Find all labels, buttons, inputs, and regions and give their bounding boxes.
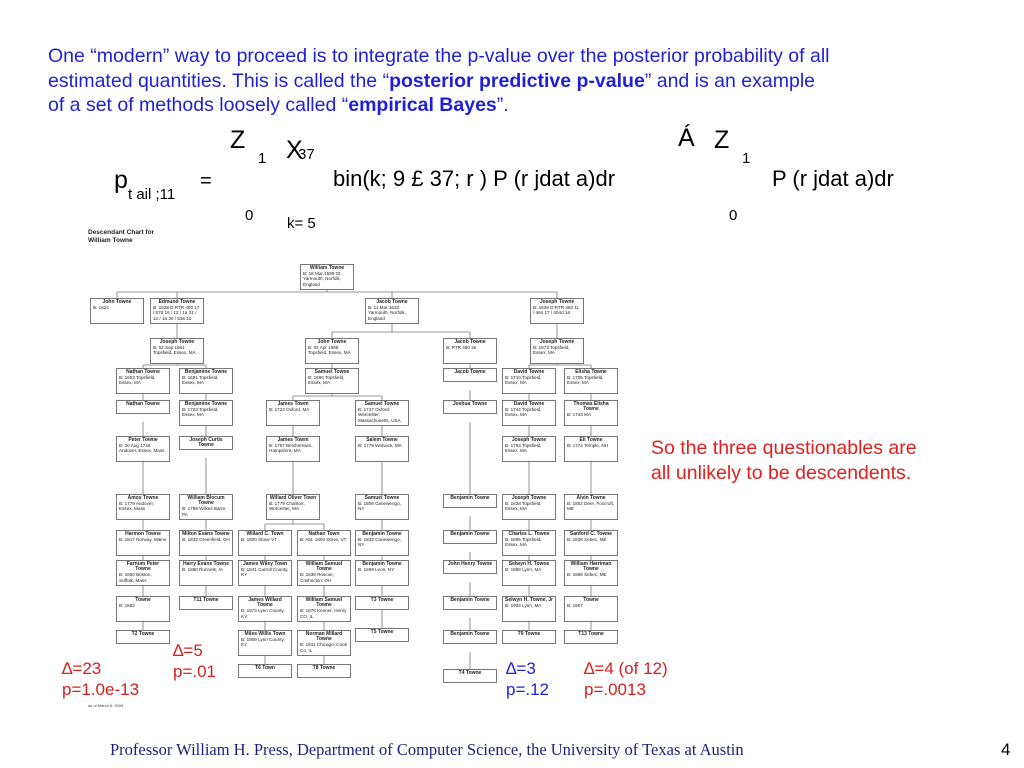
tree-person-box	[116, 436, 170, 462]
person-name: Samuel Towne	[314, 369, 350, 375]
person-name: Salem Towne	[366, 437, 398, 443]
tree-person-box	[266, 436, 320, 462]
person-name: Benjamin Towne	[362, 531, 402, 537]
person-detail: B: 1839 Roscoe, Coshocton, OH	[300, 572, 334, 583]
person-detail: B: 1850 Boston, Suffolk, Mass	[119, 572, 152, 583]
person-name: Towne	[583, 597, 599, 603]
person-detail: B: 1809 Canewengo, NY	[358, 501, 401, 512]
term-posterior-predictive: posterior predictive p-value	[389, 69, 645, 92]
person-name: Amos Towne	[127, 495, 159, 501]
tree-person-box	[443, 630, 497, 644]
person-name: Joseph Towne	[539, 299, 575, 305]
tree-person-box	[564, 436, 618, 462]
integral-1-upper: 1	[258, 150, 267, 167]
lhs-p: p	[114, 166, 128, 194]
person-name: William Samuel Towne	[305, 597, 343, 609]
integral-2-lower: 0	[729, 207, 738, 224]
person-detail: B: 1828 Topsfield, Essex, MA	[505, 501, 542, 512]
tree-person-box	[238, 596, 292, 622]
person-name: William Towne	[309, 265, 345, 271]
sum-upper: 37	[298, 146, 315, 163]
person-detail: B: 1860 Runnels, IA	[182, 567, 223, 573]
tree-person-box	[116, 400, 170, 414]
person-name: Joseph Towne	[539, 339, 575, 345]
person-name: William Samuel Towne	[305, 561, 343, 573]
integrand-1: bin(k; 9 £ 37; r ) P (r jdat a)dr	[333, 166, 616, 191]
person-name: Selwyn H. Towne	[508, 561, 550, 567]
person-name: Samuel Towne	[364, 495, 400, 501]
tree-person-box	[300, 264, 354, 290]
person-name: Alvin Towne	[576, 495, 606, 501]
tree-person-box	[179, 530, 233, 556]
person-name: John Towne	[102, 299, 132, 305]
person-name: Edmund Towne	[158, 299, 196, 305]
tree-person-box	[305, 368, 359, 394]
tree-person-box	[179, 494, 233, 520]
tree-person-box	[530, 298, 584, 324]
tree-person-box	[443, 494, 497, 508]
person-name: Benjamin Towne	[450, 631, 490, 637]
sum-sign: X	[286, 136, 303, 164]
person-name: Benjamine Towne	[184, 401, 228, 407]
person-name: Samuel Towne	[364, 401, 400, 407]
tree-person-box	[530, 338, 584, 364]
page-number: 4	[1001, 740, 1011, 759]
tree-person-box	[355, 436, 409, 462]
tree-person-box	[238, 664, 292, 678]
person-name: Benjamin Towne	[362, 561, 402, 567]
tree-person-box	[564, 630, 618, 644]
tree-person-box	[238, 530, 292, 556]
person-detail: B: 1800 Stove VT	[241, 537, 278, 543]
person-detail: B: 1911 Chicago, Cook Co, IL	[300, 642, 347, 653]
person-detail: B: 1868 Sebec, ME	[567, 572, 607, 578]
tree-person-box	[564, 368, 618, 394]
person-detail: B: 1690 Topsfield, Essex, MA	[308, 375, 345, 386]
person-name: Miles Willis Town	[244, 631, 286, 637]
person-name: William Blocum Towne	[187, 495, 225, 507]
person-name: Milton Evans Towne	[182, 531, 230, 537]
annotation-3	[506, 658, 549, 700]
person-detail: B: 1799 Wilkes Barre, PA	[182, 506, 227, 517]
person-detail: B: 1833 Canewengo, NY	[358, 537, 401, 548]
tree-person-box	[502, 368, 556, 394]
person-name: Sanford C. Towne	[569, 531, 613, 537]
person-name: Towne	[135, 597, 151, 603]
tree-person-box	[179, 368, 233, 394]
person-detail: B: 20 Aug 1749 Andover, Essex, Mass	[119, 443, 165, 454]
person-detail: B: 1693 Topsfield, Essex, MA	[119, 375, 156, 386]
person-detail: B: 1783 Topsfield, Essex, MA	[505, 443, 542, 454]
person-name: Joseph Towne	[511, 495, 547, 501]
person-detail: B: 1779 Charlton, Worcester, MA	[269, 501, 305, 512]
person-detail: B: 1805 Topsfield, Essex, MA	[505, 537, 542, 548]
tree-person-box	[238, 560, 292, 586]
tree-person-box	[179, 596, 233, 610]
person-name: Farnum Peter Towne	[126, 561, 160, 573]
person-detail: B: 1841 Carroll County, KY	[241, 567, 289, 578]
annotation-4-p: p=.0013	[584, 680, 646, 699]
person-detail: B: 1723 Topsfield, Essex, MA	[182, 407, 219, 418]
person-detail: B: 18 Mar 1599 Gt. Yarmouth, Norfolk, England	[303, 271, 342, 287]
tree-person-box	[266, 494, 320, 520]
tree-person-box	[116, 560, 170, 586]
integrand-2: P (r jdat a)dr	[772, 166, 894, 191]
person-detail: B: 1878 Kenner, Henry CO, IL	[300, 608, 347, 619]
annotation-1-delta: ∆=23	[62, 659, 102, 678]
person-detail: B: 1869 Leon, NY	[358, 567, 395, 573]
person-detail: B: 1817 Norway, Maine	[119, 537, 167, 543]
annotation-2	[173, 640, 216, 682]
tree-person-box	[443, 368, 497, 382]
tree-person-box	[355, 596, 409, 610]
person-name: Benjamin Towne	[450, 597, 490, 603]
person-name: T8 Towne	[312, 665, 336, 671]
intro-line2-end: ” and is an example	[644, 69, 815, 92]
tree-person-box	[443, 400, 497, 414]
person-name: Charles L. Towne	[508, 531, 550, 537]
annotation-2-delta: ∆=5	[173, 641, 203, 660]
person-name: Thomas Elisha Towne	[573, 401, 609, 413]
chart-as-of-date: as of March 6, 2006	[88, 703, 124, 708]
person-name: T6 Town	[255, 665, 275, 671]
tree-person-box	[502, 630, 556, 644]
person-name: T11 Towne	[193, 597, 219, 603]
person-name: Jacob Towne	[454, 339, 486, 345]
person-name: James Towm	[277, 401, 309, 407]
person-name: Harry Evans Towne	[182, 561, 230, 567]
person-detail: B: 1691 Topsfield, Essex, MA	[182, 375, 219, 386]
person-detail: B: 1904 Lynn, MA	[505, 603, 542, 609]
person-name: T5 Towne	[370, 629, 394, 635]
tree-person-box	[564, 400, 618, 426]
person-name: Norman Millard Towne	[305, 631, 343, 643]
integral-1-lower: 0	[245, 207, 254, 224]
tree-person-box	[365, 298, 419, 324]
annotation-3-delta: ∆=3	[506, 659, 536, 678]
sum-lower: k= 5	[287, 215, 316, 232]
intro-line3-end: ”.	[496, 94, 509, 117]
annotation-1	[62, 658, 139, 700]
person-name: Nathan Towne	[126, 369, 160, 375]
tree-person-box	[305, 338, 359, 364]
person-detail: B: 1743 MA	[567, 412, 592, 418]
person-detail: B: 1907	[567, 603, 583, 609]
tree-person-box	[355, 400, 409, 426]
person-detail: B: 02 Sep 1661 Topsfield, Essex, MA	[153, 345, 196, 356]
person-name: David Towne	[513, 401, 545, 407]
person-name: Nathan Town	[308, 531, 340, 537]
tree-person-box	[116, 494, 170, 520]
annotation-3-p: p=.12	[506, 680, 550, 699]
person-name: James Wiley Town	[242, 561, 288, 567]
note-line2: all unlikely to be descendents.	[651, 462, 912, 484]
tree-person-box	[355, 560, 409, 586]
person-name: William Harriman Towne	[570, 561, 612, 573]
tree-person-box	[150, 298, 204, 324]
annotation-2-p: p=.01	[173, 662, 217, 681]
person-name: Selwyn H. Towne, Jr	[505, 597, 553, 603]
person-detail: B: 1774 Temple, NH	[567, 443, 609, 449]
person-name: David Towne	[513, 369, 545, 375]
tree-person-box	[297, 596, 351, 622]
person-detail: B: RTR 460 26	[446, 345, 477, 351]
person-detail: B: Abt. 1800 Stove, VT	[300, 537, 347, 543]
person-detail: B: 02 Apr 1658 Topsfield, Essex, MA	[308, 345, 351, 356]
annotation-4	[584, 658, 668, 700]
tree-person-box	[502, 560, 556, 586]
person-detail: B: 11 Mar 1632 Yarmouth, Norfolk, England	[368, 305, 406, 321]
intro-line3-start: of a set of methods loosely called “	[48, 94, 349, 117]
person-name: Willard Oliver Town	[269, 495, 317, 501]
intro-paragraph	[48, 44, 978, 118]
person-name: Benjamin Towne	[450, 495, 490, 501]
tree-person-box	[355, 494, 409, 520]
tree-person-box	[179, 400, 233, 426]
person-detail: B: 1757 Belchertown, Hampshire, MA	[269, 443, 313, 454]
person-name: Benjamine Towne	[184, 369, 228, 375]
intro-line1: One “modern” way to proceed is to integrate the p-value over the posterior probability of all	[48, 45, 830, 67]
person-detail: B: 1639 D:RTR 460 11 / 464 17 / 4b4d 16	[533, 305, 580, 316]
person-name: T2 Towne	[131, 631, 155, 637]
person-detail: B: 1673 Topsfield, Essex, MA	[533, 345, 570, 356]
person-name: Eli Towne	[579, 437, 603, 443]
tree-person-box	[116, 530, 170, 556]
intro-line2-start: estimated quantities. This is called the “	[48, 69, 390, 92]
tree-person-box	[179, 436, 233, 450]
tree-person-box	[297, 664, 351, 678]
person-detail: B: 1833 Greenfield, OH	[182, 537, 230, 543]
tree-person-box	[116, 630, 170, 644]
tree-person-box	[443, 530, 497, 544]
approx-sign: Á	[678, 124, 695, 152]
person-name: T3 Towne	[370, 597, 394, 603]
person-detail: B: 1628 D:RTR 400 17 / 576 16 / 12 / 1a 31 / 12 / 1a 30 / 536 10	[153, 305, 200, 321]
person-name: Elisha Towne	[575, 369, 607, 375]
tree-person-box	[502, 530, 556, 556]
note-line1: So the three questionables are	[651, 437, 917, 459]
annotation-1-p: p=1.0e-13	[62, 680, 140, 699]
tree-person-box	[502, 436, 556, 462]
person-name: Jacob Towne	[376, 299, 408, 305]
tree-person-box	[443, 669, 497, 683]
person-name: James Willard Towne	[248, 597, 282, 609]
tree-person-box	[116, 596, 170, 622]
person-name: Joseph Towne	[511, 437, 547, 443]
person-name: Jacob Towne	[454, 369, 486, 375]
integral-2-upper: 1	[742, 150, 751, 167]
person-detail: B: 1747 Oxford, Worcester, Massachusetts, USA	[358, 407, 401, 423]
person-detail: B: 1868 Lynn, MA	[505, 567, 542, 573]
equals-sign: =	[200, 170, 212, 192]
term-empirical-bayes: empirical Bayes	[348, 94, 497, 117]
tree-person-box	[443, 596, 497, 610]
person-detail: B: 1723 Oxford, MA	[269, 407, 310, 413]
tree-person-box	[502, 494, 556, 520]
conclusion-note	[651, 436, 981, 486]
tree-person-box	[297, 560, 351, 586]
person-detail: B: 1802 Deer, Foxcroft, ME	[567, 501, 615, 512]
person-name: Joseph Towne	[159, 339, 195, 345]
annotation-4-delta: ∆=4 (of 12)	[584, 659, 668, 678]
person-name: T9 Towne	[517, 631, 541, 637]
tree-person-box	[564, 596, 618, 622]
person-detail: B: 1779 Warwick, MA	[358, 443, 402, 449]
tree-person-box	[443, 338, 497, 364]
person-detail: B: 1624	[93, 305, 109, 311]
integral-sign-1: Z	[230, 126, 246, 154]
descendant-chart	[82, 224, 622, 712]
person-detail: B: 1744 Topsfield, Essex, MA	[505, 407, 542, 418]
tree-person-box	[564, 494, 618, 520]
tree-person-box	[355, 530, 409, 556]
tree-person-box	[443, 560, 497, 574]
person-detail: B: 1873 Lynn County, KY	[241, 608, 285, 619]
person-name: Benjamin Towne	[450, 531, 490, 537]
descendant-chart-title: Descendant Chart for William Towne	[88, 229, 155, 244]
lhs-subscript: t ail ;11	[128, 186, 176, 203]
tree-person-box	[266, 400, 320, 426]
tree-person-box	[355, 628, 409, 642]
tree-person-box	[297, 530, 351, 556]
person-name: John Henry Towne	[447, 561, 493, 567]
tree-person-box	[238, 630, 292, 656]
person-detail: B: 1705 Topsfield, Essex, MA	[567, 375, 604, 386]
tree-person-box	[179, 560, 233, 586]
person-detail: B: 1779 Andover, Essex, Mass	[119, 501, 154, 512]
person-detail: B: 1710 Topsfield, Essex, MA	[505, 375, 542, 386]
tree-person-box	[564, 530, 618, 556]
tree-person-box	[297, 630, 351, 656]
person-name: Nathan Towne	[126, 401, 160, 407]
person-detail: B: 1882	[119, 603, 135, 609]
person-name: Willard C. Town	[246, 531, 284, 537]
tree-person-box	[90, 298, 144, 324]
footer-credit: Professor William H. Press, Department of Computer Science, the University of Texas at Austin	[110, 740, 744, 759]
tree-person-box	[150, 338, 204, 364]
person-name: T4 Towne	[458, 670, 482, 676]
person-detail: B: 1909 Lynn County, KY	[241, 637, 285, 648]
person-name: Peter Towne	[128, 437, 158, 443]
person-name: James Towm	[277, 437, 309, 443]
person-name: Harmon Towne	[125, 531, 161, 537]
integral-sign-2: Z	[714, 126, 730, 154]
person-name: Joseph Curtis Towne	[189, 437, 223, 449]
person-name: T13 Towne	[578, 631, 604, 637]
person-name: John Towne	[317, 339, 347, 345]
tree-person-box	[564, 560, 618, 586]
tree-person-box	[116, 368, 170, 394]
person-name: Joshua Towne	[452, 401, 488, 407]
tree-person-box	[502, 400, 556, 426]
person-detail: B: 1838 Sebec, ME	[567, 537, 607, 543]
tree-person-box	[502, 596, 556, 622]
